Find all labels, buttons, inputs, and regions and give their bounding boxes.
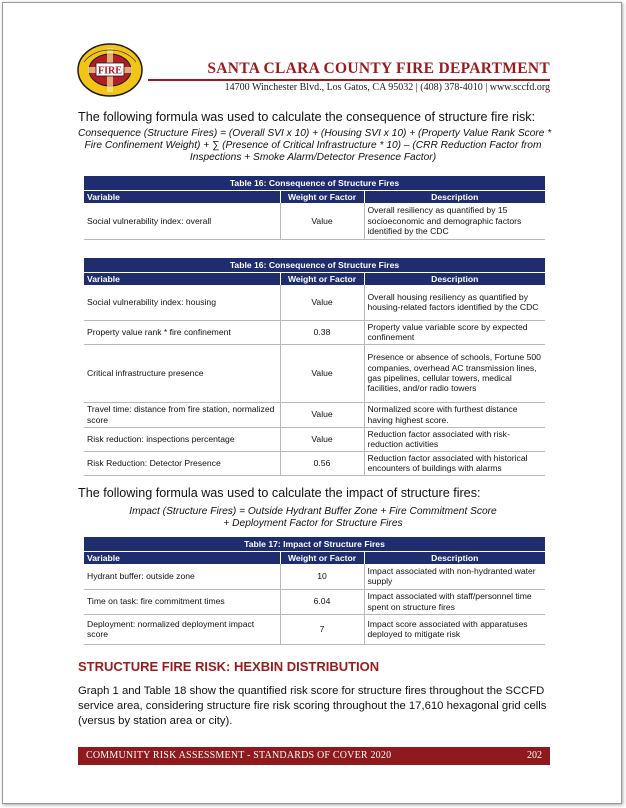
table-row xyxy=(84,589,545,614)
table-17-impact xyxy=(84,537,545,645)
table-row xyxy=(84,451,545,475)
header-rule xyxy=(148,79,550,81)
formula-line: Fire Confinement Weight) + ∑ (Presence of Critical Infrastructure * 10) – (CRR Reduction Factor from xyxy=(84,140,542,151)
table-caption: Table 16: Consequence of Structure Fires xyxy=(84,176,545,190)
table-row xyxy=(84,427,545,451)
cell-weight: Value xyxy=(280,203,364,239)
column-header-variable: Variable xyxy=(84,272,280,285)
cell-variable: Property value rank * fire confinement xyxy=(84,320,280,344)
column-header-variable: Variable xyxy=(84,551,280,564)
department-address: 14700 Winchester Blvd., Los Gatos, CA 95032 | (408) 378-4010 | www.sccfd.org xyxy=(224,82,550,93)
cell-weight: 10 xyxy=(280,564,364,589)
cell-description: Impact score associated with apparatuses deployed to mitigate risk xyxy=(364,614,545,644)
formula-line: + Deployment Factor for Structure Fires xyxy=(223,518,403,529)
cell-description: Reduction factor associated with risk-reduction activities xyxy=(364,427,545,451)
cell-description: Overall resiliency as quantified by 15 socioeconomic and demographic factors identified by the CDC xyxy=(364,203,545,239)
formula-line: Consequence (Structure Fires) = (Overall SVI x 10) + (Housing SVI x 10) + (Property Value Rank Score * xyxy=(78,128,552,139)
impact-formula xyxy=(78,506,548,530)
column-header-description: Description xyxy=(364,551,545,564)
body-line: (versus by station area or city). xyxy=(78,715,233,728)
cell-variable: Social vulnerability index: housing xyxy=(84,285,280,320)
table-row xyxy=(84,614,545,644)
table-row xyxy=(84,402,545,427)
cell-description: Reduction factor associated with historical encounters of buildings with alarms xyxy=(364,451,545,475)
cell-weight: Value xyxy=(280,285,364,320)
consequence-formula xyxy=(78,128,552,164)
column-header-weight: Weight or Factor xyxy=(280,190,364,203)
body-paragraph xyxy=(78,684,548,730)
table-row xyxy=(84,285,545,320)
table-caption: Table 17: Impact of Structure Fires xyxy=(84,537,545,551)
cell-variable: Hydrant buffer: outside zone xyxy=(84,564,280,589)
formula-line: Inspections + Smoke Alarm/Detector Presence Factor) xyxy=(189,152,437,163)
cell-description: Normalized score with furthest distance having highest score. xyxy=(364,402,545,427)
cell-description: Overall housing resiliency as quantified by housing-related factors identified by the CDC xyxy=(364,285,545,320)
formula-line: Impact (Structure Fires) = Outside Hydrant Buffer Zone + Fire Commitment Score xyxy=(129,506,497,517)
svg-text:FIRE: FIRE xyxy=(98,65,122,77)
cell-description: Impact associated with non-hydranted water supply xyxy=(364,564,545,589)
page-header xyxy=(76,40,550,104)
table-16-consequence xyxy=(84,258,545,476)
page-number: 202 xyxy=(527,750,542,761)
cell-variable: Risk reduction: inspections percentage xyxy=(84,427,280,451)
cell-weight: 7 xyxy=(280,614,364,644)
table-16-overall xyxy=(84,176,545,240)
cell-variable: Travel time: distance from fire station, normalized score xyxy=(84,402,280,427)
table-caption: Table 16: Consequence of Structure Fires xyxy=(84,258,545,272)
department-name: SANTA CLARA COUNTY FIRE DEPARTMENT xyxy=(207,60,550,77)
consequence-intro: The following formula was used to calculate the consequence of structure fire risk: xyxy=(78,110,536,124)
cell-variable: Critical infrastructure presence xyxy=(84,344,280,402)
column-header-description: Description xyxy=(364,272,545,285)
section-title: STRUCTURE FIRE RISK: HEXBIN DISTRIBUTION xyxy=(78,659,380,674)
cell-weight: Value xyxy=(280,427,364,451)
cell-weight: Value xyxy=(280,344,364,402)
cell-weight: 0.56 xyxy=(280,451,364,475)
table-row xyxy=(84,320,545,344)
table-row xyxy=(84,564,545,589)
cell-weight: 0.38 xyxy=(280,320,364,344)
page-footer xyxy=(78,747,550,765)
column-header-description: Description xyxy=(364,190,545,203)
cell-variable: Time on task: fire commitment times xyxy=(84,589,280,614)
cell-variable: Risk Reduction: Detector Presence xyxy=(84,451,280,475)
cell-description: Impact associated with staff/personnel time spent on structure fires xyxy=(364,589,545,614)
fire-department-logo xyxy=(76,40,144,98)
column-header-variable: Variable xyxy=(84,190,280,203)
body-line: Graph 1 and Table 18 show the quantified risk score for structure fires throughout the SCCFD xyxy=(78,685,545,697)
cell-description: Property value variable score by expected confinement xyxy=(364,320,545,344)
cell-weight: Value xyxy=(280,402,364,427)
cell-variable: Social vulnerability index: overall xyxy=(84,203,280,239)
footer-title: COMMUNITY RISK ASSESSMENT - STANDARDS OF COVER 2020 xyxy=(86,750,392,761)
column-header-weight: Weight or Factor xyxy=(280,272,364,285)
cell-weight: 6.04 xyxy=(280,589,364,614)
cell-description: Presence or absence of schools, Fortune 500 companies, overhead AC transmission lines, gas pipelines, cellular towers, medical facilities, and/or radio towers xyxy=(364,344,545,402)
impact-intro: The following formula was used to calculate the impact of structure fires: xyxy=(78,486,481,500)
table-row xyxy=(84,344,545,402)
cell-variable: Deployment: normalized deployment impact score xyxy=(84,614,280,644)
column-header-weight: Weight or Factor xyxy=(280,551,364,564)
table-row xyxy=(84,203,545,239)
body-line: service area, considering structure fire risk scoring throughout the 17,610 hexagonal grid cells xyxy=(78,700,547,713)
